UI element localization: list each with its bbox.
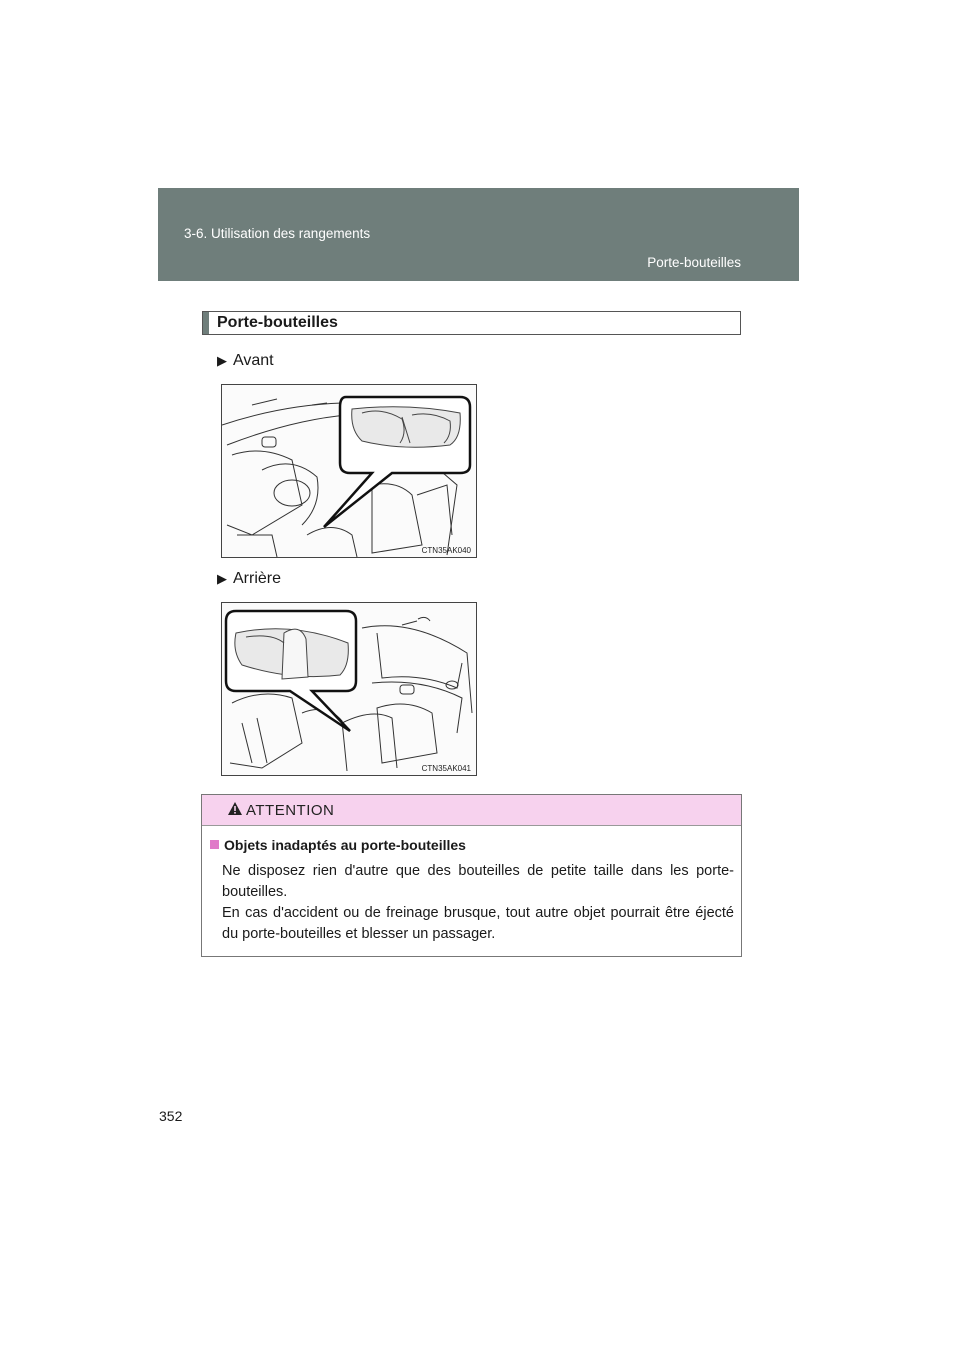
section-heading: Porte-bouteilles <box>217 314 338 331</box>
front-interior-drawing <box>222 385 476 557</box>
square-bullet-icon <box>210 840 219 849</box>
warning-triangle-icon <box>227 801 243 816</box>
rear-figure-code: CTN35AK041 <box>421 764 471 773</box>
section-title: Porte-bouteilles <box>647 255 741 270</box>
front-label: Avant <box>233 352 274 369</box>
caution-item-title <box>210 837 466 853</box>
front-subheading <box>217 352 274 370</box>
caution-header <box>202 795 741 826</box>
caution-paragraph-2: En cas d'accident ou de freinage brusque, tout autre objet pourrait être éjecté du porte-bouteilles et blesser un passager. <box>222 905 734 942</box>
page-number: 352 <box>159 1108 183 1124</box>
rear-interior-drawing <box>222 603 476 775</box>
caution-box <box>201 794 742 957</box>
front-cupholder-illustration <box>221 384 477 558</box>
chapter-header <box>158 188 799 281</box>
rear-label: Arrière <box>233 570 282 587</box>
section-heading-bar <box>202 311 741 335</box>
caution-paragraph-1: Ne disposez rien d'autre que des bouteilles de petite taille dans les porte-bouteilles. <box>222 863 734 900</box>
heading-marker <box>203 312 209 334</box>
triangle-bullet-icon: ▶ <box>217 353 227 368</box>
triangle-bullet-icon: ▶ <box>217 571 227 586</box>
chapter-title: 3-6. Utilisation des rangements <box>184 226 371 241</box>
front-figure-code: CTN35AK040 <box>421 546 471 555</box>
rear-subheading <box>217 570 281 588</box>
rear-cupholder-illustration <box>221 602 477 776</box>
caution-item-text: Objets inadaptés au porte-bouteilles <box>224 837 466 853</box>
caution-body <box>222 861 734 945</box>
caution-heading: ATTENTION <box>246 802 335 819</box>
